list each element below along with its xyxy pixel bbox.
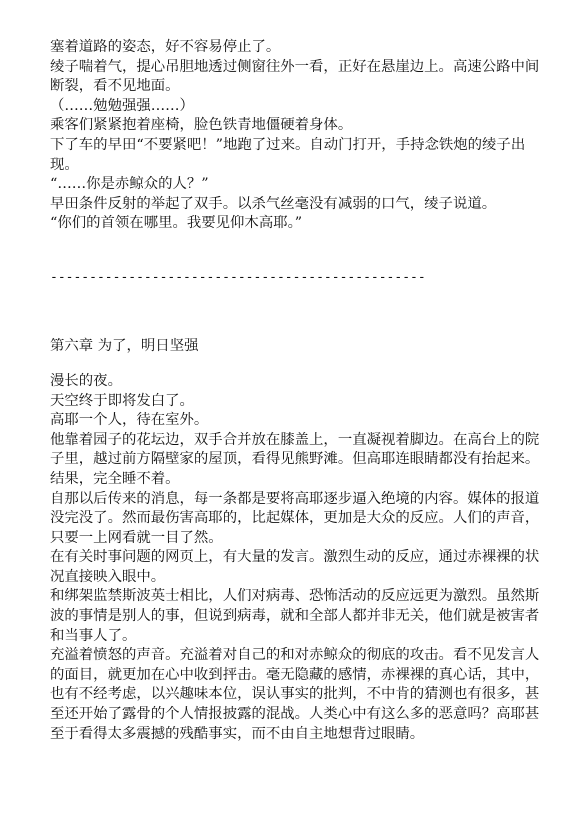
paragraph: “……你是赤鲸众的人？” — [50, 176, 209, 193]
paragraph: 自那以后传来的消息，每一条都是要将高耶逐步逼入绝境的内容。媒体的报道没完没了。然而最伤害高耶的，比起媒体，更加是大众的反应。人们的声音，只要一上网看就一目了然。 — [50, 490, 540, 546]
paragraph: 他靠着园子的花坛边，双手合并放在膝盖上，一直凝视着脚边。在高台上的院子里，越过前方隔壁家的屋顶，看得见熊野滩。但高耶连眼睛都没有抬起来。 — [50, 431, 540, 468]
chapter-title: 第六章 为了，明日坚强 — [50, 337, 199, 354]
paragraph: 高耶一个人，待在室外。 — [50, 412, 209, 429]
section-before-break — [50, 38, 550, 234]
paragraph: 漫长的夜。 — [50, 372, 122, 389]
paragraph: （……勉勉强强……） — [50, 97, 194, 114]
paragraph: “你们的首领在哪里。我要见仰木高耶。” — [50, 215, 303, 232]
paragraph: 结果，完全睡不着。 — [50, 470, 180, 487]
paragraph: 下了车的早田“不要紧吧！”地跑了过来。自动门打开，手持念铁炮的绫子出现。 — [50, 136, 526, 173]
section-divider: ------------------------------------------------ — [50, 269, 426, 285]
paragraph: 天空终于即将发白了。 — [50, 392, 194, 409]
paragraph: 乘客们紧紧抱着座椅，脸色铁青地僵硬着身体。 — [50, 117, 353, 134]
paragraph: 早田条件反射的举起了双手。以杀气丝毫没有减弱的口气，绫子说道。 — [50, 195, 497, 212]
section-chapter-six — [50, 372, 550, 744]
paragraph: 在有关时事问题的网页上，有大量的发言。激烈生动的反应，通过赤裸裸的状况直接映入眼中。 — [50, 549, 540, 585]
paragraph: 绫子喘着气，提心吊胆地透过侧窗往外一看，正好在悬崖边上。高速公路中间断裂，看不见地面。 — [50, 58, 540, 95]
document-page — [50, 38, 550, 744]
paragraph: 充溢着愤怒的声音。充溢着对自己的和对赤鲸众的彻底的攻击。看不见发言人的面目，就更加在心中收到抨击。毫无隐藏的感情，赤裸裸的真心话，其中，也有不经考虑，以兴趣味本位，误认事实的批判，不中肯的猜测也有很多，甚至还开始了露骨的个人情报披露的混战。人类心中有这么多的恶意吗？高耶甚至于看得太多震撼的残酷事实，而不由自主地想背过眼睛。 — [50, 647, 540, 742]
paragraph: 塞着道路的姿态，好不容易停止了。 — [50, 39, 281, 55]
paragraph: 和绑架监禁斯波英士相比，人们对病毒、恐怖活动的反应远更为激烈。虽然斯波的事情是别人的事，但说到病毒，就和全部人都并非无关，他们就是被害者和当事人了。 — [50, 588, 540, 644]
